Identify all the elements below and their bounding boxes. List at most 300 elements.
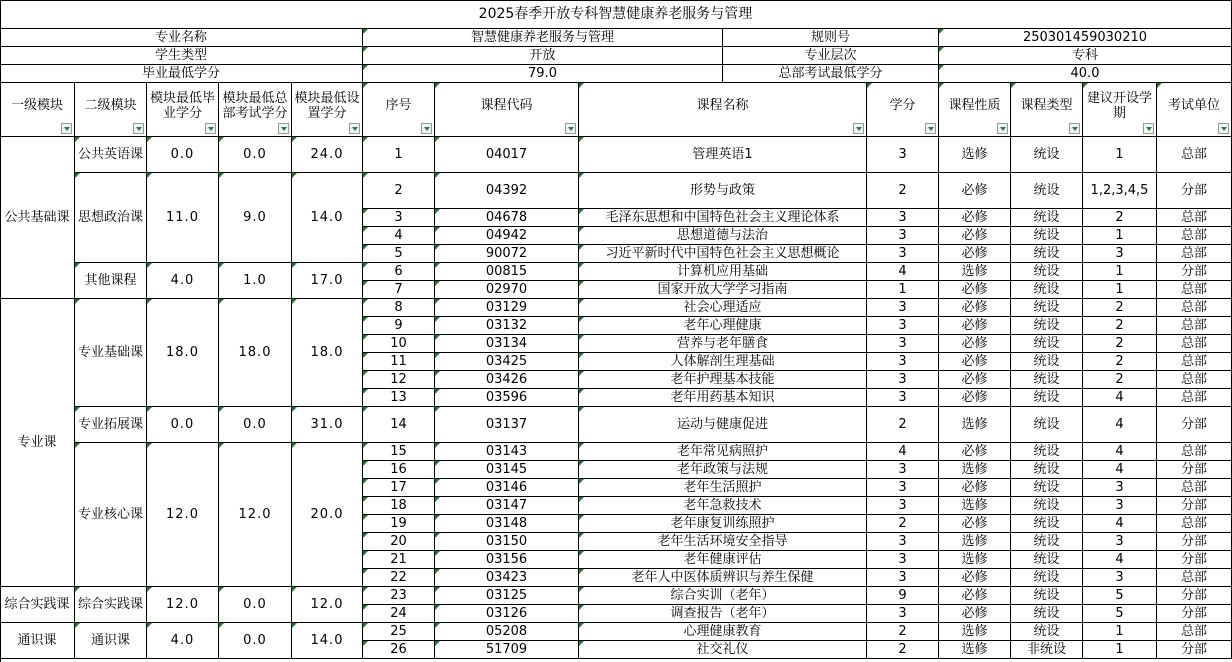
header-course-type[interactable] [1011,83,1083,137]
credits-cell[interactable] [867,371,939,389]
module-min-hq-exam-credits[interactable] [219,299,292,407]
course-code-cell[interactable] [435,173,579,209]
module-min-grad-credits[interactable] [147,137,219,173]
serial-cell[interactable] [363,263,435,281]
course-type-cell[interactable] [1011,479,1083,497]
cell-text: 9 [394,318,403,333]
level2-module-cell[interactable] [75,623,147,659]
course-code-cell[interactable] [435,479,579,497]
header-course-nature[interactable] [939,83,1011,137]
course-type-cell[interactable] [1011,173,1083,209]
suggested-term-cell[interactable] [1083,515,1157,533]
course-name-cell[interactable] [579,407,867,443]
credits-cell[interactable] [867,299,939,317]
module-min-hq-exam-credits[interactable] [219,173,292,263]
credits-cell[interactable] [867,569,939,587]
credits-cell[interactable] [867,479,939,497]
suggested-term-cell[interactable] [1083,461,1157,479]
suggested-term-cell[interactable] [1083,371,1157,389]
credits-cell[interactable] [867,227,939,245]
credits-cell[interactable] [867,533,939,551]
course-type-cell[interactable] [1011,569,1083,587]
credits-cell[interactable] [867,263,939,281]
suggested-term-cell[interactable] [1083,173,1157,209]
course-nature-cell[interactable] [939,137,1011,173]
rule-no-value[interactable]: 250301459030210 [939,29,1232,47]
course-code-cell[interactable] [435,497,579,515]
serial-cell[interactable] [363,569,435,587]
suggested-term-cell[interactable] [1083,587,1157,605]
credits-cell[interactable] [867,281,939,299]
sheet-title[interactable]: 2025春季开放专科智慧健康养老服务与管理 [0,0,1232,29]
filter-dropdown-button[interactable] [1069,123,1080,134]
course-nature-cell[interactable] [939,587,1011,605]
course-type-cell[interactable] [1011,623,1083,641]
course-name-cell[interactable] [579,623,867,641]
module-min-grad-credits[interactable] [147,407,219,443]
course-type-cell[interactable] [1011,407,1083,443]
credits-cell[interactable] [867,245,939,263]
course-nature-cell[interactable] [939,623,1011,641]
course-code-cell[interactable] [435,551,579,569]
course-nature-cell[interactable] [939,263,1011,281]
credits-cell[interactable] [867,605,939,623]
course-nature-cell[interactable] [939,173,1011,209]
exam-unit-cell[interactable] [1157,515,1232,533]
course-name-cell[interactable] [579,317,867,335]
level2-module-cell[interactable] [75,443,147,587]
filter-dropdown-button[interactable] [853,123,864,134]
hq-exam-credits-value[interactable]: 40.0 [939,65,1232,83]
exam-unit-cell[interactable] [1157,479,1232,497]
course-name-cell[interactable] [579,443,867,461]
exam-unit-cell[interactable] [1157,227,1232,245]
module-min-hq-exam-credits[interactable] [219,623,292,659]
serial-cell[interactable] [363,461,435,479]
cell-text: 总部 [1180,318,1207,333]
course-nature-cell[interactable] [939,497,1011,515]
course-nature-cell[interactable] [939,551,1011,569]
serial-cell[interactable] [363,497,435,515]
filter-dropdown-button[interactable] [1218,123,1229,134]
filter-dropdown-button[interactable] [61,123,72,134]
course-type-cell[interactable] [1011,605,1083,623]
course-name-cell[interactable] [579,353,867,371]
header-serial[interactable] [363,83,435,137]
suggested-term-cell[interactable] [1083,533,1157,551]
exam-unit-cell[interactable] [1157,461,1232,479]
exam-unit-cell[interactable] [1157,569,1232,587]
header-min-set-credits[interactable] [292,83,363,137]
suggested-term-cell[interactable] [1083,299,1157,317]
course-name-cell[interactable] [579,515,867,533]
course-nature-cell[interactable] [939,281,1011,299]
serial-cell[interactable] [363,515,435,533]
course-code-cell[interactable] [435,569,579,587]
level-value[interactable]: 专科 [939,47,1232,65]
suggested-term-cell[interactable] [1083,551,1157,569]
filter-dropdown-button[interactable] [133,123,144,134]
course-code-cell[interactable] [435,533,579,551]
cell-text: 03126 [485,606,528,621]
course-nature-cell[interactable] [939,443,1011,461]
cell-text: 4 [1115,444,1124,459]
module-min-hq-exam-credits[interactable] [219,587,292,623]
filter-dropdown-button[interactable] [997,123,1008,134]
course-code-cell[interactable] [435,263,579,281]
serial-cell[interactable] [363,245,435,263]
suggested-term-cell[interactable] [1083,137,1157,173]
suggested-term-cell[interactable] [1083,641,1157,659]
course-nature-cell[interactable] [939,389,1011,407]
filter-dropdown-button[interactable] [205,123,216,134]
suggested-term-cell[interactable] [1083,317,1157,335]
course-code-cell[interactable] [435,443,579,461]
course-name-cell[interactable] [579,641,867,659]
exam-unit-cell[interactable] [1157,623,1232,641]
min-credits-value[interactable]: 79.0 [363,65,723,83]
level1-module-cell[interactable] [0,137,75,299]
credits-cell[interactable] [867,623,939,641]
module-min-grad-credits[interactable] [147,443,219,587]
credits-cell[interactable] [867,641,939,659]
course-name-cell[interactable] [579,281,867,299]
header-min-hq-exam-credits[interactable] [219,83,292,137]
header-level1-module[interactable] [0,83,75,137]
course-code-cell[interactable] [435,335,579,353]
exam-unit-cell[interactable] [1157,587,1232,605]
exam-unit-cell[interactable] [1157,245,1232,263]
module-min-set-credits[interactable] [292,137,363,173]
course-type-cell[interactable] [1011,371,1083,389]
serial-cell[interactable] [363,173,435,209]
credits-cell[interactable] [867,353,939,371]
level-label[interactable]: 专业层次 [723,47,939,65]
suggested-term-cell[interactable] [1083,479,1157,497]
cell-text: 5 [1115,606,1124,621]
course-name-cell[interactable] [579,497,867,515]
course-type-cell[interactable] [1011,551,1083,569]
course-code-cell[interactable] [435,389,579,407]
course-name-cell[interactable] [579,209,867,227]
module-min-grad-credits[interactable] [147,623,219,659]
course-type-cell[interactable] [1011,515,1083,533]
course-nature-cell[interactable] [939,515,1011,533]
exam-unit-cell[interactable] [1157,335,1232,353]
course-type-cell[interactable] [1011,317,1083,335]
course-nature-cell[interactable] [939,605,1011,623]
filter-dropdown-button[interactable] [421,123,432,134]
filter-dropdown-button[interactable] [1143,123,1154,134]
exam-unit-cell[interactable] [1157,551,1232,569]
level1-module-cell[interactable] [0,623,75,659]
module-min-grad-credits[interactable] [147,173,219,263]
course-code-cell[interactable] [435,281,579,299]
suggested-term-cell[interactable] [1083,227,1157,245]
header-course-name[interactable] [579,83,867,137]
module-min-hq-exam-credits[interactable] [219,263,292,299]
exam-unit-cell[interactable] [1157,137,1232,173]
course-type-cell[interactable] [1011,227,1083,245]
serial-cell[interactable] [363,479,435,497]
serial-cell[interactable] [363,389,435,407]
course-nature-cell[interactable] [939,353,1011,371]
exam-unit-cell[interactable] [1157,209,1232,227]
exam-unit-cell[interactable] [1157,389,1232,407]
exam-unit-cell[interactable] [1157,443,1232,461]
module-min-grad-credits[interactable] [147,263,219,299]
suggested-term-cell[interactable] [1083,443,1157,461]
cell-text: 必修 [961,228,988,243]
credits-cell[interactable] [867,443,939,461]
module-min-set-credits[interactable] [292,443,363,587]
header-suggested-term[interactable] [1083,83,1157,137]
course-code-cell[interactable] [435,245,579,263]
credits-cell[interactable] [867,137,939,173]
course-code-cell[interactable] [435,299,579,317]
course-code-cell[interactable] [435,605,579,623]
hq-exam-credits-label[interactable]: 总部考试最低学分 [723,65,939,83]
course-nature-cell[interactable] [939,569,1011,587]
exam-unit-cell[interactable] [1157,407,1232,443]
course-nature-cell[interactable] [939,371,1011,389]
course-nature-cell[interactable] [939,335,1011,353]
credits-cell[interactable] [867,551,939,569]
level2-module-cell[interactable] [75,173,147,263]
cell-text: 统设 [1033,444,1060,459]
filter-dropdown-button[interactable] [925,123,936,134]
exam-unit-cell[interactable] [1157,641,1232,659]
credits-cell[interactable] [867,407,939,443]
major-name-label[interactable]: 专业名称 [0,29,363,47]
course-code-cell[interactable] [435,317,579,335]
course-name-cell[interactable] [579,245,867,263]
course-name-cell[interactable] [579,335,867,353]
cell-text: 3 [1115,534,1124,549]
course-name-cell[interactable] [579,371,867,389]
exam-unit-cell[interactable] [1157,173,1232,209]
exam-unit-cell[interactable] [1157,605,1232,623]
course-nature-cell[interactable] [939,245,1011,263]
module-min-set-credits[interactable] [292,299,363,407]
course-type-cell[interactable] [1011,389,1083,407]
serial-cell[interactable] [363,587,435,605]
course-type-cell[interactable] [1011,461,1083,479]
course-nature-cell[interactable] [939,641,1011,659]
cell-text: 04392 [485,183,528,198]
suggested-term-cell[interactable] [1083,389,1157,407]
course-name-cell[interactable] [579,605,867,623]
serial-cell[interactable] [363,335,435,353]
course-type-cell[interactable] [1011,263,1083,281]
exam-unit-cell[interactable] [1157,497,1232,515]
suggested-term-cell[interactable] [1083,569,1157,587]
cell-marker [363,515,368,520]
filter-dropdown-button[interactable] [278,123,289,134]
course-code-cell[interactable] [435,623,579,641]
credits-cell[interactable] [867,389,939,407]
exam-unit-cell[interactable] [1157,317,1232,335]
course-name-cell[interactable] [579,173,867,209]
suggested-term-cell[interactable] [1083,263,1157,281]
course-name-cell[interactable] [579,227,867,245]
course-nature-cell[interactable] [939,461,1011,479]
exam-unit-cell[interactable] [1157,299,1232,317]
course-name-cell[interactable] [579,479,867,497]
serial-cell[interactable] [363,299,435,317]
cell-marker [363,551,368,556]
course-type-cell[interactable] [1011,281,1083,299]
course-name-cell[interactable] [579,461,867,479]
filter-dropdown-button[interactable] [565,123,576,134]
course-nature-cell[interactable] [939,533,1011,551]
course-code-cell[interactable] [435,461,579,479]
credits-cell[interactable] [867,497,939,515]
credits-cell[interactable] [867,461,939,479]
course-type-cell[interactable] [1011,299,1083,317]
course-type-cell[interactable] [1011,497,1083,515]
level1-module-cell[interactable] [0,587,75,623]
header-min-grad-credits[interactable] [147,83,219,137]
credits-cell[interactable] [867,209,939,227]
exam-unit-cell[interactable] [1157,533,1232,551]
suggested-term-cell[interactable] [1083,245,1157,263]
course-nature-cell[interactable] [939,227,1011,245]
student-type-label[interactable]: 学生类型 [0,47,363,65]
module-min-grad-credits[interactable] [147,587,219,623]
course-type-cell[interactable] [1011,443,1083,461]
course-code-cell[interactable] [435,209,579,227]
course-type-cell[interactable] [1011,353,1083,371]
module-min-hq-exam-credits[interactable] [219,137,292,173]
header-credits[interactable] [867,83,939,137]
course-nature-cell[interactable] [939,479,1011,497]
course-code-cell[interactable] [435,515,579,533]
module-min-set-credits[interactable] [292,587,363,623]
course-name-cell[interactable] [579,299,867,317]
cell-text: 课程代码 [480,98,533,113]
course-nature-cell[interactable] [939,317,1011,335]
level2-module-cell[interactable] [75,407,147,443]
course-type-cell[interactable] [1011,137,1083,173]
serial-cell[interactable] [363,209,435,227]
suggested-term-cell[interactable] [1083,605,1157,623]
level2-module-cell[interactable] [75,137,147,173]
exam-unit-cell[interactable] [1157,371,1232,389]
level2-module-cell[interactable] [75,587,147,623]
exam-unit-cell[interactable] [1157,281,1232,299]
module-min-set-credits[interactable] [292,263,363,299]
credits-cell[interactable] [867,173,939,209]
course-nature-cell[interactable] [939,407,1011,443]
serial-cell[interactable] [363,227,435,245]
suggested-term-cell[interactable] [1083,497,1157,515]
course-name-cell[interactable] [579,533,867,551]
suggested-term-cell[interactable] [1083,353,1157,371]
suggested-term-cell[interactable] [1083,335,1157,353]
header-level2-module[interactable] [75,83,147,137]
suggested-term-cell[interactable] [1083,281,1157,299]
credits-cell[interactable] [867,515,939,533]
course-code-cell[interactable] [435,371,579,389]
course-name-cell[interactable] [579,389,867,407]
header-exam-unit[interactable] [1157,83,1232,137]
serial-cell[interactable] [363,641,435,659]
credits-cell[interactable] [867,335,939,353]
level2-module-cell[interactable] [75,263,147,299]
exam-unit-cell[interactable] [1157,263,1232,281]
course-code-cell[interactable] [435,353,579,371]
course-type-cell[interactable] [1011,641,1083,659]
course-name-cell[interactable] [579,587,867,605]
course-name-cell[interactable] [579,551,867,569]
serial-cell[interactable] [363,371,435,389]
cell-marker [435,227,440,232]
course-nature-cell[interactable] [939,299,1011,317]
course-code-cell[interactable] [435,587,579,605]
header-course-code[interactable] [435,83,579,137]
exam-unit-cell[interactable] [1157,353,1232,371]
module-min-grad-credits[interactable] [147,299,219,407]
level1-module-cell[interactable] [0,299,75,587]
cell-text: 选修 [961,417,988,432]
course-type-cell[interactable] [1011,587,1083,605]
course-type-cell[interactable] [1011,335,1083,353]
serial-cell[interactable] [363,551,435,569]
serial-cell[interactable] [363,281,435,299]
rule-no-label[interactable]: 规则号 [723,29,939,47]
serial-cell[interactable] [363,407,435,443]
major-name-value[interactable]: 智慧健康养老服务与管理 [363,29,723,47]
course-type-cell[interactable] [1011,533,1083,551]
credits-cell[interactable] [867,587,939,605]
course-code-cell[interactable] [435,227,579,245]
serial-cell[interactable] [363,353,435,371]
course-code-cell[interactable] [435,137,579,173]
module-min-set-credits[interactable] [292,623,363,659]
suggested-term-cell[interactable] [1083,623,1157,641]
course-nature-cell[interactable] [939,209,1011,227]
module-min-set-credits[interactable] [292,407,363,443]
course-code-cell[interactable] [435,407,579,443]
student-type-value[interactable]: 开放 [363,47,723,65]
module-min-hq-exam-credits[interactable] [219,443,292,587]
course-name-cell[interactable] [579,137,867,173]
course-name-cell[interactable] [579,569,867,587]
serial-cell[interactable] [363,317,435,335]
course-type-cell[interactable] [1011,209,1083,227]
serial-cell[interactable] [363,533,435,551]
serial-cell[interactable] [363,623,435,641]
suggested-term-cell[interactable] [1083,209,1157,227]
course-type-cell[interactable] [1011,245,1083,263]
serial-cell[interactable] [363,443,435,461]
cell-text: 总部 [1180,570,1207,585]
cell-text: 03596 [485,390,528,405]
filter-dropdown-button[interactable] [349,123,360,134]
level2-module-cell[interactable] [75,299,147,407]
course-code-cell[interactable] [435,641,579,659]
serial-cell[interactable] [363,605,435,623]
cell-text: 1 [1115,264,1124,279]
min-credits-label[interactable]: 毕业最低学分 [0,65,363,83]
course-name-cell[interactable] [579,263,867,281]
serial-cell[interactable] [363,137,435,173]
credits-cell[interactable] [867,317,939,335]
module-min-hq-exam-credits[interactable] [219,407,292,443]
suggested-term-cell[interactable] [1083,407,1157,443]
module-min-set-credits[interactable] [292,173,363,263]
